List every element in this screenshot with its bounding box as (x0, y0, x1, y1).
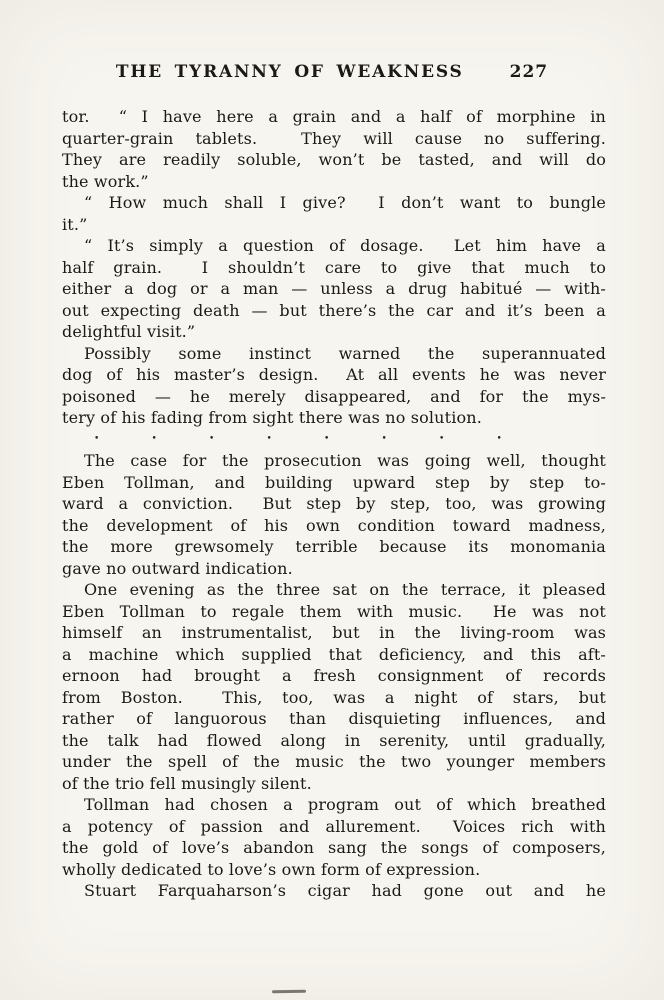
running-title: THE TYRANNY OF WEAKNESS (115, 62, 464, 82)
text-line: gave no outward indication. (62, 558, 293, 578)
text-line: the development of his own condition toward madness, (62, 515, 606, 535)
paragraph (62, 343, 606, 429)
text-line: from Boston. This, too, was a night of stars, but (62, 687, 606, 707)
scan-artifact-mark (272, 990, 306, 994)
text-line: half grain. I shouldn’t care to give that much to (62, 257, 606, 277)
text-line: Stuart Farquaharson’s cigar had gone out and he (84, 881, 606, 900)
text-line: tery of his fading from sight there was no solution. (62, 408, 482, 427)
text-line: “ How much shall I give? I don’t want to bungle (84, 193, 606, 212)
text-line: under the spell of the music the two younger members (62, 752, 606, 771)
text-line: the gold of love’s abandon sang the songs of composers, (62, 838, 606, 857)
paragraph (62, 192, 606, 235)
text-line: Tollman had chosen a program out of which breathed (84, 795, 606, 814)
separator-dot: • (209, 433, 215, 444)
text-line: Eben Tollman to regale them with music. He was not (62, 601, 606, 621)
separator-dot: • (439, 433, 445, 444)
text-line: a machine which supplied that deficiency, and this aft- (62, 644, 606, 664)
text-line: One evening as the three sat on the terrace, it pleased (84, 580, 606, 599)
paragraph (62, 450, 606, 579)
page-header (0, 0, 664, 82)
text-line: ernoon had brought a fresh consignment of records (62, 666, 606, 685)
separator-dot: • (94, 433, 100, 444)
paragraph (62, 579, 606, 794)
text-line: the talk had flowed along in serenity, until gradually, (62, 730, 606, 750)
text-line: a potency of passion and allurement. Voices rich with (62, 816, 606, 836)
page-number: 227 (509, 62, 549, 82)
text-line: Eben Tollman, and building upward step by step to- (62, 472, 606, 492)
text-line: poisoned — he merely disappeared, and for the mys- (62, 386, 606, 406)
text-line: Possibly some instinct warned the superannuated (84, 343, 606, 363)
separator-dot: • (381, 433, 387, 444)
text-line: They are readily soluble, won’t be tasted, and will do (62, 150, 606, 169)
paragraph (62, 235, 606, 343)
text-line: rather of languorous than disquieting influences, and (62, 709, 606, 728)
text-block (62, 106, 606, 902)
separator-dot: • (266, 433, 272, 444)
separator-dot: • (324, 433, 330, 444)
text-line: delightful visit.” (62, 322, 196, 341)
text-line: tor. “ I have here a grain and a half of morphine in (62, 107, 606, 126)
text-line: the more grewsomely terrible because its monomania (62, 537, 606, 556)
paragraph (62, 794, 606, 880)
paragraph (62, 106, 606, 192)
text-line: of the trio fell musingly silent. (62, 773, 312, 793)
section-separator (94, 429, 502, 451)
text-line: himself an instrumentalist, but in the living-room was (62, 623, 606, 642)
text-line: the work.” (62, 171, 149, 191)
text-line: it.” (62, 214, 88, 234)
text-line: either a dog or a man — unless a drug habitué — with- (62, 279, 606, 298)
separator-dot: • (151, 433, 157, 444)
text-line: wholly dedicated to love’s own form of expression. (62, 859, 481, 879)
text-line: dog of his master’s design. At all events he was never (62, 365, 606, 384)
text-line: out expecting death — but there’s the car and it’s been a (62, 300, 606, 320)
text-line: quarter-grain tablets. They will cause no suffering. (62, 128, 606, 148)
text-line: “ It’s simply a question of dosage. Let him have a (84, 236, 606, 255)
paragraph (62, 880, 606, 902)
text-line: ward a conviction. But step by step, too, was growing (62, 494, 606, 513)
text-line: The case for the prosecution was going well, thought (84, 451, 606, 470)
separator-dot: • (496, 433, 502, 444)
